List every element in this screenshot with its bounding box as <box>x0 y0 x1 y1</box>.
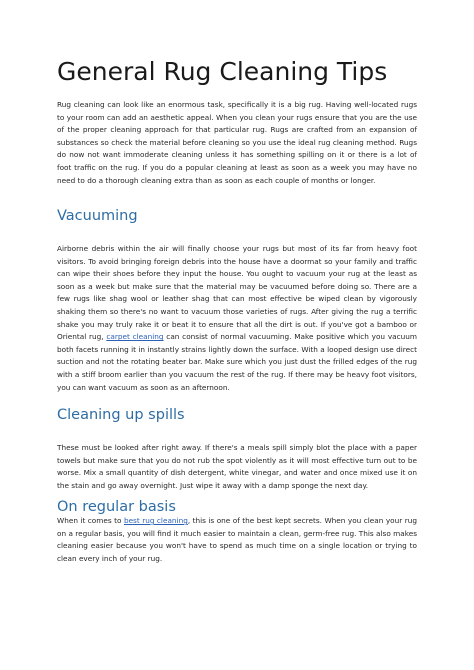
section-heading-vacuuming: Vacuuming <box>57 208 138 224</box>
regular-basis-text-part-1: When it comes to <box>57 516 124 525</box>
best-rug-cleaning-link[interactable]: best rug cleaning <box>123 516 188 525</box>
document-title: General Rug Cleaning Tips <box>57 57 388 86</box>
regular-basis-text-part-2: , this is one of the best kept secrets. When you clean your rug on a regular basis, you will find it much easier to maintain a clean, germ-free rug. This also makes cleaning easier because you won't have to spend as much time on a single location or trying to clean every inch of your rug. <box>57 516 417 563</box>
section-heading-regular-basis: On regular basis <box>57 499 176 515</box>
regular-basis-paragraph <box>57 515 417 565</box>
vacuuming-paragraph <box>57 243 417 394</box>
vacuuming-text-part-2: can consist of normal vacuuming. Make positive which you vacuum both facets running it in instantly strains lightly down the surface. With a looped design use direct suction and not the rotating beater bar. Make sure which you just dust the frilled edges of the rug with a stiff broom earlier than you vacuum the rest of the rug. If there may be heavy foot visitors, you can want vacuum as soon as an afternoon. <box>57 332 417 392</box>
cleaning-spills-paragraph: These must be looked after right away. If there's a meals spill simply blot the place with a paper towels but make sure that you do not rub the spot violently as it will most effective turn out to be worse. Mix a small quantity of dish detergent, white vinegar, and water and once mixed use it on the stain and go away overnight. Just wipe it away with a damp sponge the next day. <box>57 443 417 490</box>
intro-paragraph: Rug cleaning can look like an enormous task, specifically it is a big rug. Having well-located rugs to your room can add an aesthetic appeal. When you clean your rugs ensure that you are the use of the proper cleaning approach for that particular rug. Rugs are crafted from an expansion of substances so check the material before cleaning so you use the ideal rug cleaning method. Rugs do now not want immoderate cleaning unless it has something spilling on it or there is a lot of foot traffic on the rug. If you do a popular cleaning at least as soon as a week you may have no need to do a thorough cleaning extra than as soon as each couple of months or longer. <box>57 100 417 185</box>
vacuuming-text-part-1: Airborne debris within the air will finally choose your rugs but most of its far from heavy foot visitors. To avoid bringing foreign debris into the house have a doormat so your family and traffic can wipe their shoes before they input the house. You ought to vacuum your rug at the least as soon as a week but make sure that the material may be vacuumed before doing so. There are a few rugs like shag wool or leather shag that can most effective be wiped clean by vigorously shaking them so there's no want to vacuum those varieties of rugs. After giving the rug a terrific shake you may truly rake it or beat it to ensure that all the dirt is out. If you've got a bamboo or Oriental rug, <box>57 244 417 342</box>
carpet-cleaning-link[interactable]: carpet cleaning <box>106 332 164 342</box>
section-heading-cleaning-spills: Cleaning up spills <box>57 407 185 423</box>
